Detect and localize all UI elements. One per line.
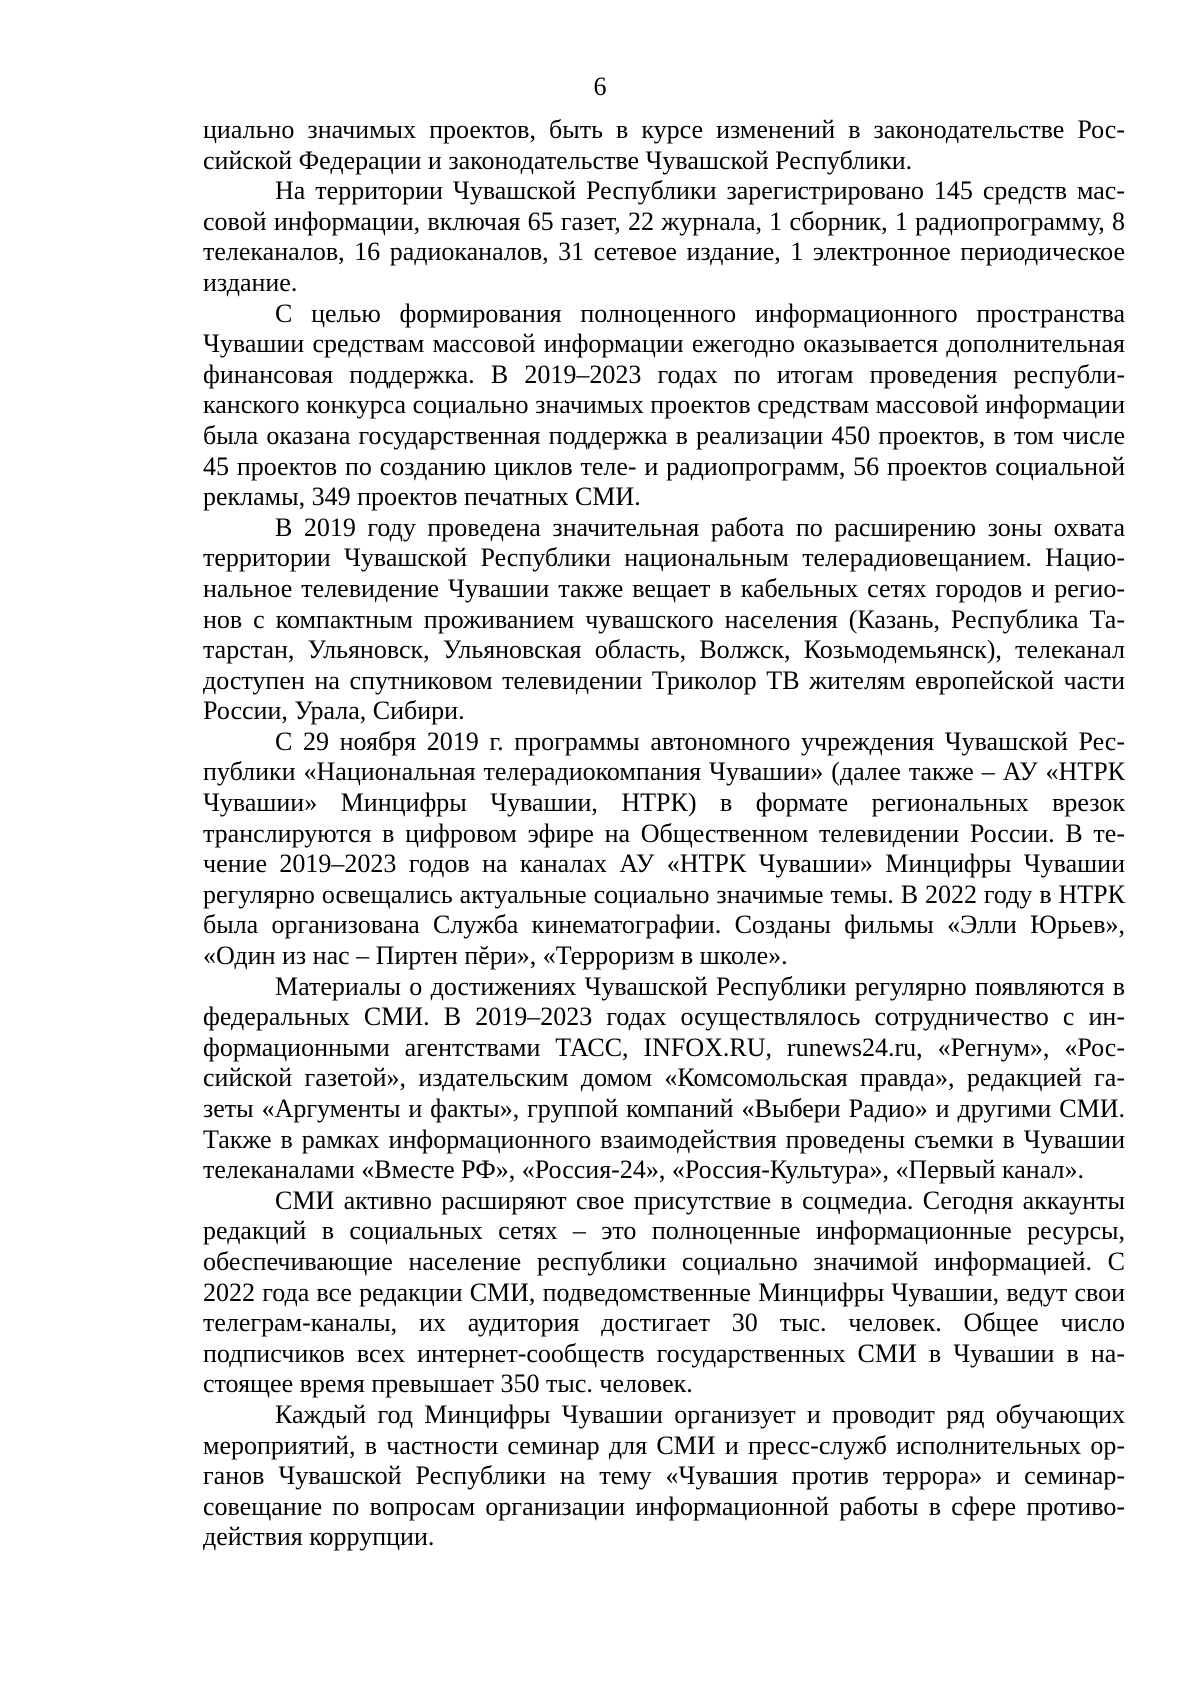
paragraph-financial-support: С целью формирования полноценного информационного пространства Чувашии средствам массовой информации ежегодно оказывается дополнительная финансовая поддержка. В 2019–2023 годах по итогам проведения республиканского конкурса социально значимых проектов средствам массовой информации была оказана государственная поддержка в реализации 450 проектов, в том числе 45 проектов по созданию циклов теле- и радиопрограмм, 56 проектов социальной рекламы, 349 проектов печатных СМИ.: [203, 298, 1125, 512]
paragraph-training-events: Каждый год Минцифры Чувашии организует и проводит ряд обучающих мероприятий, в частности семинар для СМИ и пресс-служб исполнительных органов Чувашской Республики на тему «Чувашия против террора» и семинар-совещание по вопросам организации информационной работы в сфере противодействия коррупции.: [203, 1399, 1125, 1552]
paragraph-media-registry: На территории Чувашской Республики зарегистрировано 145 средств массовой информации, включая 65 газет, 22 журнала, 1 сборник, 1 радиопрограмму, 8 телеканалов, 16 радиоканалов, 31 сетевое издание, 1 электронное периодическое издание.: [203, 176, 1125, 297]
paragraph-ntrk-programs: С 29 ноября 2019 г. программы автономного учреждения Чувашской Республики «Национальная телерадиокомпания Чувашии» (далее также – АУ «НТРК Чувашии» Минцифры Чувашии, НТРК) в формате региональных врезок транслируются в цифровом эфире на Общественном телевидении России. В течение 2019–2023 годов на каналах АУ «НТРК Чувашии» Минцифры Чувашии регулярно освещались актуальные социально значимые темы. В 2022 году в НТРК была организована Служба кинематографии. Созданы фильмы «Элли Юрьев», «Один из нас – Пиртен пĕри», «Терроризм в школе».: [203, 726, 1125, 971]
paragraph-federal-media: Материалы о достижениях Чувашской Республики регулярно появляются в федеральных СМИ. В 2019–2023 годах осуществлялось сотрудничество с информационными агентствами ТАСС, INFOX.RU, runews24.ru, «Регнум», «Российской газетой», издательским домом «Комсомольская правда», редакцией газеты «Аргументы и факты», группой компаний «Выбери Радио» и другими СМИ. Также в рамках информационного взаимодействия проведены съемки в Чувашии телеканалами «Вместе РФ», «Россия-24», «Россия-Культура», «Первый канал».: [203, 971, 1125, 1185]
paragraph-broadcast-coverage: В 2019 году проведена значительная работа по расширению зоны охвата территории Чувашской Республики национальным телерадиовещанием. Национальное телевидение Чувашии также вещает в кабельных сетях городов и регионов с компактным проживанием чувашского населения (Казань, Республика Татарстан, Ульяновск, Ульяновская область, Волжск, Козьмодемьянск), телеканал доступен на спутниковом телевидении Триколор ТВ жителям европейской части России, Урала, Сибири.: [203, 512, 1125, 726]
page-number: 6: [593, 72, 607, 101]
paragraph-continuation: циально значимых проектов, быть в курсе изменений в законодательстве Российской Федерации и законодательстве Чувашской Республики.: [203, 115, 1125, 175]
paragraph-social-media: СМИ активно расширяют свое присутствие в соцмедиа. Сегодня аккаунты редакций в социальных сетях – это полноценные информационные ресурсы, обеспечивающие население республики социально значимой информацией. С 2022 года все редакции СМИ, подведомственные Минцифры Чувашии, ведут свои телеграм-каналы, их аудитория достигает 30 тыс. человек. Общее число подписчиков всех интернет-сообществ государственных СМИ в Чувашии в настоящее время превышает 350 тыс. человек.: [203, 1185, 1125, 1399]
document-body: [203, 115, 1125, 1553]
